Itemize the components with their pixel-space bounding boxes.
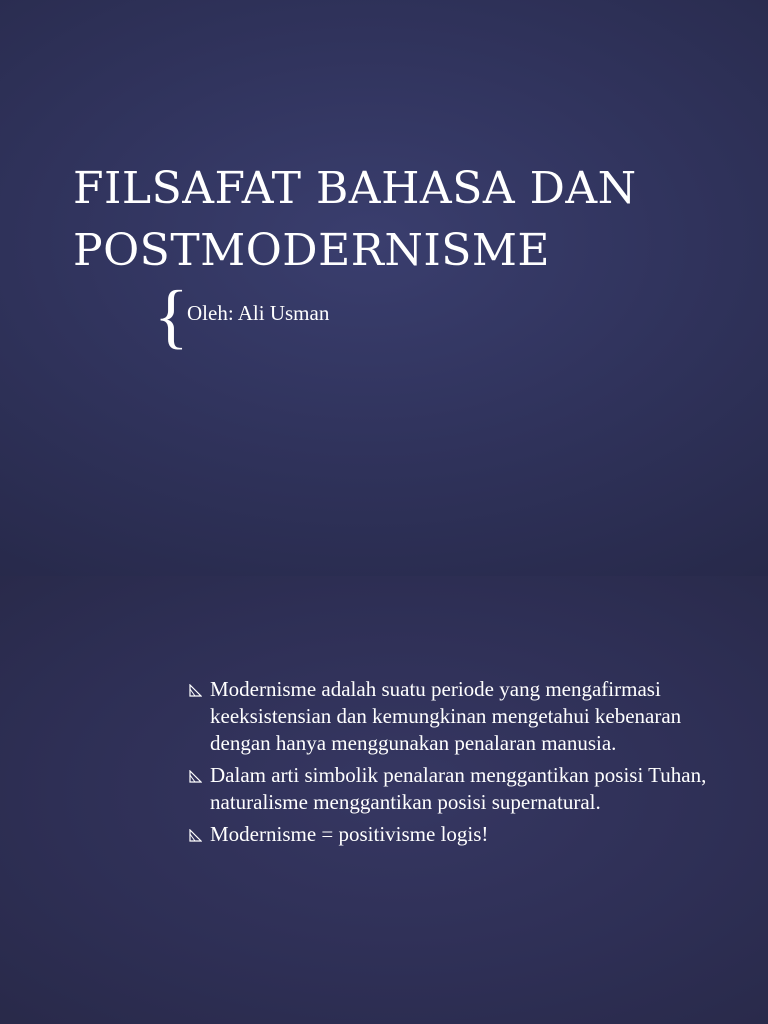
bullet-text: Modernisme = positivisme logis! bbox=[210, 822, 489, 846]
brace-icon: { bbox=[154, 276, 189, 356]
arrow-bullet-icon bbox=[188, 770, 202, 784]
arrow-bullet-icon bbox=[188, 684, 202, 698]
bullet-text: Dalam arti simbolik penalaran menggantikan posisi Tuhan, naturalisme menggantikan posisi supernatural. bbox=[210, 763, 707, 814]
title-line-2: POSTMODERNISME bbox=[73, 225, 551, 276]
bullet-item bbox=[187, 676, 727, 757]
bullet-item bbox=[187, 821, 727, 848]
bullet-text: Modernisme adalah suatu periode yang mengafirmasi keeksistensian dan kemungkinan mengetahui kebenaran dengan hanya menggunakan penalaran manusia. bbox=[210, 677, 682, 755]
author-subtitle: Oleh: Ali Usman bbox=[187, 301, 330, 325]
content-slide bbox=[0, 576, 768, 1024]
bullet-item bbox=[187, 762, 727, 816]
title-line-1: FILSAFAT BAHASA DAN bbox=[73, 163, 637, 214]
bullet-list bbox=[187, 676, 727, 853]
slide-title bbox=[73, 158, 733, 282]
arrow-bullet-icon bbox=[188, 829, 202, 843]
